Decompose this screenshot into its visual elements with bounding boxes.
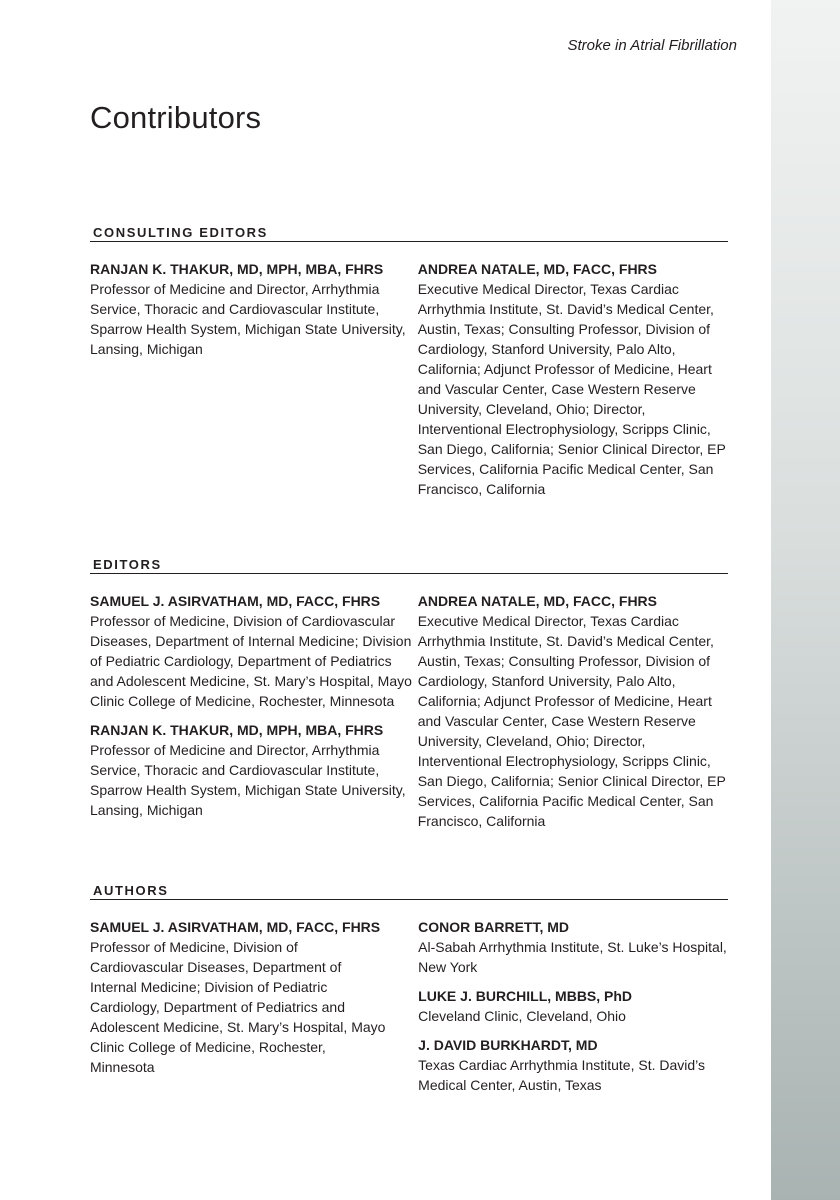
section-heading: AUTHORS (90, 884, 728, 900)
contributor-affiliation: Professor of Medicine and Director, Arrhythmia Service, Thoracic and Cardiovascular Institute, Sparrow Health System, Michigan State University, Lansing, Michigan (90, 742, 406, 818)
contributor-affiliation: Professor of Medicine, Division of Cardiovascular Diseases, Department of Internal Medicine; Division of Pediatric Cardiology, Department of Pediatrics and Adolescent Medicine, St. Mary’s Hospital, Mayo Clinic College of Medicine, Rochester, Minnesota (90, 939, 386, 1075)
contributor-affiliation: Cleveland Clinic, Cleveland, Ohio (418, 1008, 626, 1024)
contributor-entry (418, 591, 728, 831)
contributor-affiliation: Executive Medical Director, Texas Cardiac Arrhythmia Institute, St. David’s Medical Center, Austin, Texas; Consulting Professor, Division of Cardiology, Stanford University, Palo Alto, California; Adjunct Professor of Medicine, Heart and Vascular Center, Case Western Reserve University, Cleveland, Ohio; Director, Interventional Electrophysiology, Scripps Clinic, San Diego, California; Senior Clinical Director, EP Services, California Pacific Medical Center, San Francisco, California (417, 281, 726, 497)
running-head: Stroke in Atrial Fibrillation (567, 37, 737, 54)
contributor-name: CONOR BARRETT, MD (418, 919, 570, 935)
contributor-affiliation: Texas Cardiac Arrhythmia Institute, St. David’s Medical Center, Austin, Texas (418, 1057, 706, 1093)
contributor-entry (90, 259, 418, 359)
left-column (90, 591, 418, 840)
contributor-entry (418, 986, 728, 1026)
page-edge-tab (771, 0, 840, 1200)
section-authors (90, 884, 728, 1104)
contributor-affiliation: Professor of Medicine and Director, Arrhythmia Service, Thoracic and Cardiovascular Institute, Sparrow Health System, Michigan State University, Lansing, Michigan (90, 281, 406, 357)
section-heading: EDITORS (90, 558, 728, 574)
section-consulting-editors (90, 226, 728, 508)
contributor-name: J. DAVID BURKHARDT, MD (418, 1037, 598, 1053)
contributor-name: RANJAN K. THAKUR, MD, MPH, MBA, FHRS (90, 261, 384, 277)
contributor-name: SAMUEL J. ASIRVATHAM, MD, FACC, FHRS (90, 919, 381, 935)
contributor-name: ANDREA NATALE, MD, FACC, FHRS (417, 593, 658, 609)
contributor-entry (418, 1035, 728, 1095)
contributor-affiliation: Professor of Medicine, Division of Cardiovascular Diseases, Department of Internal Medicine; Division of Pediatric Cardiology, Department of Pediatrics and Adolescent Medicine, St. Mary’s Hospital, Mayo Clinic College of Medicine, Rochester, Minnesota (90, 613, 412, 709)
contributor-affiliation: Executive Medical Director, Texas Cardiac Arrhythmia Institute, St. David’s Medical Center, Austin, Texas; Consulting Professor, Division of Cardiology, Stanford University, Palo Alto, California; Adjunct Professor of Medicine, Heart and Vascular Center, Case Western Reserve University, Cleveland, Ohio; Director, Interventional Electrophysiology, Scripps Clinic, San Diego, California; Senior Clinical Director, EP Services, California Pacific Medical Center, San Francisco, California (417, 613, 726, 829)
left-column (90, 259, 418, 508)
contributor-name: ANDREA NATALE, MD, FACC, FHRS (417, 261, 658, 277)
left-column (90, 917, 390, 1104)
right-column (418, 591, 728, 840)
section-editors (90, 558, 728, 840)
contributor-entry (90, 917, 390, 1077)
right-column (418, 259, 728, 508)
contributor-name: RANJAN K. THAKUR, MD, MPH, MBA, FHRS (90, 722, 384, 738)
contributor-entry (418, 259, 728, 499)
section-heading: CONSULTING EDITORS (90, 226, 728, 242)
page-title: Contributors (90, 100, 262, 135)
contributor-entry (418, 917, 728, 977)
contributor-name: SAMUEL J. ASIRVATHAM, MD, FACC, FHRS (90, 593, 381, 609)
contributor-entry (90, 720, 418, 820)
contributor-affiliation: Al-Sabah Arrhythmia Institute, St. Luke’s Hospital, New York (418, 939, 727, 975)
contributor-name: LUKE J. BURCHILL, MBBS, PhD (418, 988, 633, 1004)
contributor-entry (90, 591, 418, 711)
right-column (418, 917, 728, 1104)
